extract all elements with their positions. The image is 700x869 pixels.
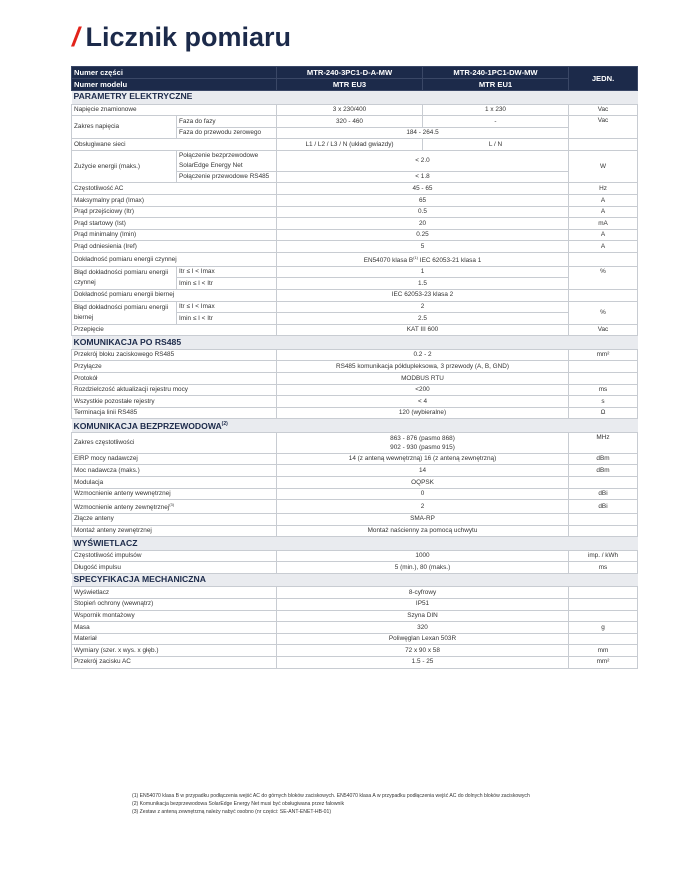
table-row — [72, 645, 638, 657]
row-unit: A — [569, 206, 638, 218]
row-sublabel: Faza do przewodu zerowego — [177, 127, 277, 139]
row-value-line: 863 - 876 (pasmo 868) — [390, 434, 455, 442]
row-unit — [569, 633, 638, 645]
table-row — [72, 218, 638, 230]
table-row — [72, 241, 638, 253]
row-label: Dokładność pomiaru energii czynnej — [72, 253, 277, 267]
row-label: Prąd odniesienia (Iref) — [72, 241, 277, 253]
table-row — [72, 587, 638, 599]
footnote-ref: (3) — [169, 502, 175, 508]
row-label-text: Wzmocnienie anteny zewnętrznej — [74, 504, 170, 512]
row-label: Moc nadawcza (maks.) — [72, 465, 277, 477]
row-unit — [569, 587, 638, 599]
section-wireless — [72, 419, 638, 433]
table-row — [72, 150, 638, 171]
row-sublabel: Itr ≤ I < Imax — [177, 301, 277, 313]
row-value: 2.5 — [277, 313, 569, 325]
table-row — [72, 500, 638, 514]
row-label: Maksymalny prąd (Imax) — [72, 195, 277, 207]
part-number-label: Numer części — [72, 67, 277, 79]
footnote-1: (1) EN54070 klasa B w przypadku podłączenia wejść AC do górnych bloków zaciskowych. EN54070 klasa A w przypadku podłączenia wejść AC do dolnych bloków zaciskowych — [132, 793, 530, 799]
page-title-text: Licznik pomiaru — [85, 22, 292, 52]
row-unit: mm — [569, 645, 638, 657]
row-unit: Ω — [569, 407, 638, 419]
table-row — [72, 183, 638, 195]
row-value-2: L / N — [423, 139, 569, 151]
row-unit: dBi — [569, 488, 638, 500]
row-label: Częstotliwość impulsów — [72, 550, 277, 562]
row-value: SMA-RP — [277, 513, 569, 525]
row-value: 20 — [277, 218, 569, 230]
row-label: Montaż anteny zewnętrznej — [72, 525, 277, 537]
row-label: Wzmocnienie anteny wewnętrznej — [72, 488, 277, 500]
table-row — [72, 525, 638, 537]
header-row-model — [72, 79, 638, 91]
row-value: 120 (wybieralne) — [277, 407, 569, 419]
row-label: Zakres częstotliwości — [72, 432, 277, 453]
row-value: 65 — [277, 195, 569, 207]
section-title: KOMUNIKACJA PO RS485 — [72, 336, 638, 350]
row-label: Przekrój bloku zaciskowego RS485 — [72, 349, 277, 361]
row-unit: mA — [569, 218, 638, 230]
row-label: Zużycie energii (maks.) — [72, 150, 177, 183]
row-value: 0 — [277, 488, 569, 500]
section-electrical — [72, 91, 638, 105]
table-row — [72, 477, 638, 489]
row-value: MODBUS RTU — [277, 373, 569, 385]
row-unit: % — [569, 266, 638, 289]
row-unit: g — [569, 622, 638, 634]
row-value: 1 — [277, 266, 569, 278]
section-title: SPECYFIKACJA MECHANICZNA — [72, 573, 638, 587]
table-row — [72, 550, 638, 562]
table-row — [72, 349, 638, 361]
row-unit — [569, 610, 638, 622]
row-unit: ms — [569, 384, 638, 396]
header-row-part — [72, 67, 638, 79]
row-label: Błąd dokładności pomiaru energii czynnej — [72, 266, 177, 289]
row-label: Zakres napięcia — [72, 116, 177, 139]
row-sublabel: Itr ≤ I < Imax — [177, 266, 277, 278]
row-value-1: 3 x 230/400 — [277, 104, 423, 116]
row-sublabel: Połączenie bezprzewodowe SolarEdge Energy Net — [177, 150, 277, 171]
section-title: PARAMETRY ELEKTRYCZNE — [72, 91, 638, 105]
table-row — [72, 622, 638, 634]
table-row — [72, 139, 638, 151]
row-value — [277, 253, 569, 267]
row-sublabel: Połączenie przewodowe RS485 — [177, 171, 277, 183]
row-unit: Vac — [569, 116, 638, 139]
row-label: Przekrój zacisku AC — [72, 656, 277, 668]
row-label: Materiał — [72, 633, 277, 645]
row-value: 0.25 — [277, 229, 569, 241]
table-row — [72, 324, 638, 336]
footnote-ref: (1) — [413, 255, 419, 261]
section-title-text: KOMUNIKACJA BEZPRZEWODOWA — [73, 420, 222, 431]
row-label: Obsługiwane sieci — [72, 139, 277, 151]
row-label: Napięcie znamionowe — [72, 104, 277, 116]
row-label: Złącze anteny — [72, 513, 277, 525]
row-value: 0.5 — [277, 206, 569, 218]
table-row — [72, 513, 638, 525]
row-value: <200 — [277, 384, 569, 396]
model-number-1: MTR EU3 — [277, 79, 423, 91]
title-slash-mark: / — [72, 22, 80, 52]
row-unit: W — [569, 150, 638, 183]
table-row — [72, 116, 638, 128]
part-number-1: MTR-240-3PC1-D-A-MW — [277, 67, 423, 79]
row-label: Modulacja — [72, 477, 277, 489]
row-unit: MHz — [569, 432, 638, 453]
row-value: 5 — [277, 241, 569, 253]
row-value: 1.5 - 25 — [277, 656, 569, 668]
row-value-2: 1 x 230 — [423, 104, 569, 116]
table-row — [72, 407, 638, 419]
spec-table — [71, 66, 638, 669]
row-unit: mm² — [569, 656, 638, 668]
row-value: Montaż naścienny za pomocą uchwytu — [277, 525, 569, 537]
page-title — [72, 22, 291, 53]
row-label: Prąd przejściowy (Itr) — [72, 206, 277, 218]
row-value — [277, 432, 569, 453]
part-number-2: MTR-240-1PC1-DW-MW — [423, 67, 569, 79]
table-row — [72, 488, 638, 500]
row-unit: A — [569, 229, 638, 241]
row-value-2: - — [423, 116, 569, 128]
row-unit: s — [569, 396, 638, 408]
table-row — [72, 104, 638, 116]
footnotes — [132, 793, 530, 816]
row-unit: mm² — [569, 349, 638, 361]
table-row — [72, 633, 638, 645]
row-sublabel: Imin ≤ I < Itr — [177, 278, 277, 290]
row-unit: A — [569, 241, 638, 253]
table-row — [72, 453, 638, 465]
row-sublabel: Imin ≤ I < Itr — [177, 313, 277, 325]
row-value: OQPSK — [277, 477, 569, 489]
row-value: 14 (z anteną wewnętrzną) 16 (z anteną zewnętrzną) — [277, 453, 569, 465]
row-label: Prąd startowy (Ist) — [72, 218, 277, 230]
row-unit — [569, 513, 638, 525]
row-sublabel: Faza do fazy — [177, 116, 277, 128]
row-value: KAT III 600 — [277, 324, 569, 336]
row-label: Wyświetlacz — [72, 587, 277, 599]
row-unit: dBm — [569, 453, 638, 465]
row-value: 1.5 — [277, 278, 569, 290]
row-label: Stopień ochrony (wewnątrz) — [72, 598, 277, 610]
row-label: Długość impulsu — [72, 562, 277, 574]
table-row — [72, 373, 638, 385]
row-value: IP51 — [277, 598, 569, 610]
row-value: 2 — [277, 500, 569, 514]
row-value-line: 902 - 930 (pasmo 915) — [390, 443, 455, 451]
row-value: 72 x 90 x 58 — [277, 645, 569, 657]
row-unit: imp. / kWh — [569, 550, 638, 562]
row-unit: Vac — [569, 104, 638, 116]
section-title — [72, 419, 638, 433]
row-value: 45 - 65 — [277, 183, 569, 195]
row-value: Poliwęglan Lexan 503R — [277, 633, 569, 645]
row-unit: Vac — [569, 324, 638, 336]
table-row — [72, 656, 638, 668]
row-value: IEC 62053-23 klasa 2 — [277, 289, 569, 301]
row-value: 0.2 - 2 — [277, 349, 569, 361]
model-number-label: Numer modelu — [72, 79, 277, 91]
table-row — [72, 206, 638, 218]
row-value: 2 — [277, 301, 569, 313]
row-label: Dokładność pomiaru energii biernej — [72, 289, 277, 301]
table-row — [72, 253, 638, 267]
row-label: Wszystkie pozostałe rejestry — [72, 396, 277, 408]
row-label: Częstotliwość AC — [72, 183, 277, 195]
row-unit: dBm — [569, 465, 638, 477]
row-value: < 4 — [277, 396, 569, 408]
footnote-2: (2) Komunikacja bezprzewodowa SolarEdge Energy Net musi być obsługiwana przez falownik — [132, 800, 345, 807]
row-value: 14 — [277, 465, 569, 477]
unit-header: JEDN. — [569, 67, 638, 91]
row-unit — [569, 525, 638, 537]
row-label: Masa — [72, 622, 277, 634]
row-value: < 2.0 — [277, 150, 569, 171]
row-value: 1000 — [277, 550, 569, 562]
row-unit: dBi — [569, 500, 638, 514]
row-label — [72, 500, 277, 514]
row-label: Terminacja linii RS485 — [72, 407, 277, 419]
row-value-text: IEC 62053-21 klasa 1 — [419, 257, 482, 265]
table-row — [72, 289, 638, 301]
row-label: Przepięcie — [72, 324, 277, 336]
row-value: RS485 komunikacja półdupleksowa, 3 przewody (A, B, GND) — [277, 361, 569, 373]
section-mechanical — [72, 573, 638, 587]
row-label: Błąd dokładności pomiaru energii biernej — [72, 301, 177, 324]
table-row — [72, 610, 638, 622]
row-value: Szyna DIN — [277, 610, 569, 622]
table-row — [72, 266, 638, 278]
row-unit: Hz — [569, 183, 638, 195]
section-rs485 — [72, 336, 638, 350]
table-row — [72, 301, 638, 313]
row-value: < 1.8 — [277, 171, 569, 183]
table-row — [72, 465, 638, 477]
table-row — [72, 384, 638, 396]
row-label: Wymiary (szer. x wys. x głęb.) — [72, 645, 277, 657]
section-title: WYŚWIETLACZ — [72, 537, 638, 551]
footnote-ref: (2) — [221, 420, 228, 427]
row-value: 8-cyfrowy — [277, 587, 569, 599]
row-value-1: L1 / L2 / L3 / N (układ gwiazdy) — [277, 139, 423, 151]
model-number-2: MTR EU1 — [423, 79, 569, 91]
table-row — [72, 562, 638, 574]
row-label: Protokół — [72, 373, 277, 385]
row-unit: ms — [569, 562, 638, 574]
table-row — [72, 229, 638, 241]
row-label: Przyłącze — [72, 361, 277, 373]
row-unit — [569, 598, 638, 610]
row-value: 320 — [277, 622, 569, 634]
row-unit: % — [569, 301, 638, 324]
row-label: Rozdzielczość aktualizacji rejestru mocy — [72, 384, 277, 396]
table-row — [72, 361, 638, 373]
table-row — [72, 195, 638, 207]
section-display — [72, 537, 638, 551]
row-unit — [569, 373, 638, 385]
table-row — [72, 598, 638, 610]
footnote-3: (3) Zestaw z anteną zewnętrzną należy nabyć osobno (nr części: SE-ANT-ENET-HB-01) — [132, 808, 332, 815]
row-value: 5 (min.), 80 (maks.) — [277, 562, 569, 574]
row-value-1: 320 - 460 — [277, 116, 423, 128]
row-value-text: EN54070 klasa B — [363, 257, 414, 265]
row-unit: A — [569, 195, 638, 207]
row-label: Wspornik montażowy — [72, 610, 277, 622]
row-label: EIRP mocy nadawczej — [72, 453, 277, 465]
row-unit — [569, 477, 638, 489]
table-row — [72, 432, 638, 453]
table-row — [72, 396, 638, 408]
row-unit — [569, 361, 638, 373]
row-label: Prąd minimalny (Imin) — [72, 229, 277, 241]
row-value: 184 - 264.5 — [277, 127, 569, 139]
